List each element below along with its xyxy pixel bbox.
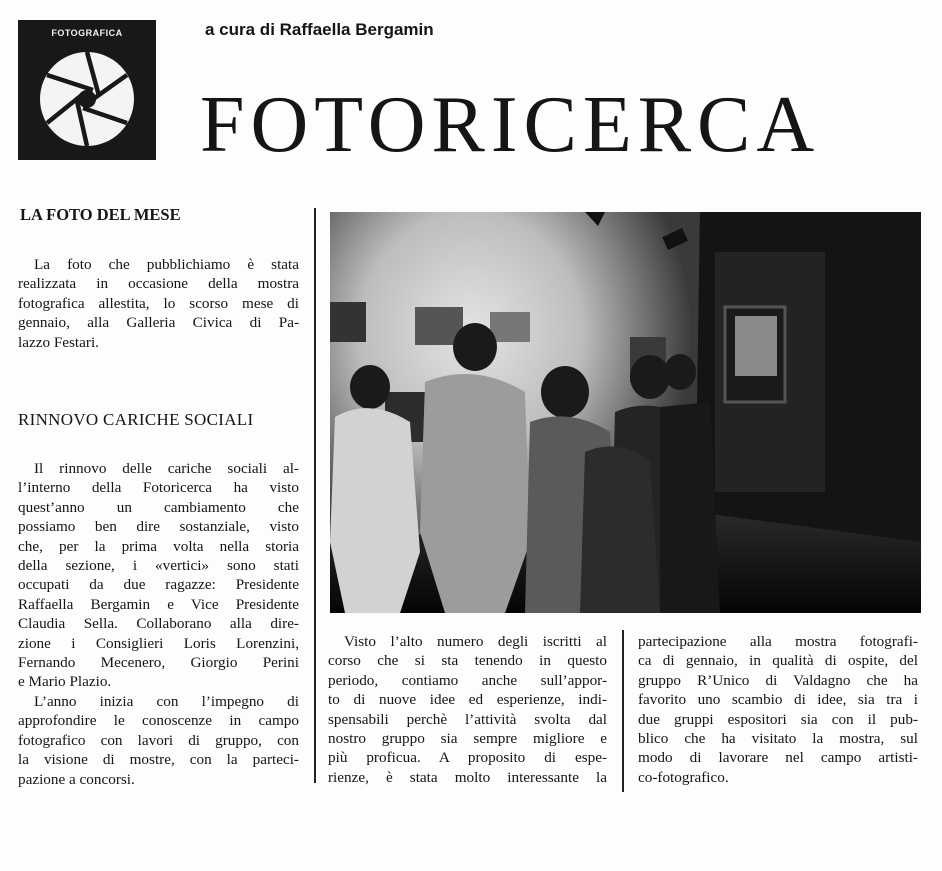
- text-line: blico che ha visitato la mostra, sul: [638, 730, 918, 748]
- column-divider-2: [622, 630, 624, 792]
- text-line: più proficua. A proposito di espe-: [328, 749, 607, 767]
- section-body-photo-of-month: [18, 255, 299, 352]
- text-line: della sezione, i «vertici» sono stati: [18, 557, 299, 575]
- text-line: Raffaella Bergamin e Vice Presidente: [18, 595, 299, 613]
- text-line: realizzata in occasione della mostra: [18, 275, 299, 293]
- exhibition-photo: [330, 212, 921, 613]
- text-line: co-fotografico.: [638, 768, 729, 786]
- text-line: nostro gruppo sia sempre migliore e: [328, 730, 607, 748]
- text-line: fotografico con lavori di gruppo, con: [18, 731, 299, 749]
- text-line: to di nuove idee ed esperienze, indi-: [328, 691, 607, 709]
- text-line: ca di gennaio, in qualità di ospite, del: [638, 652, 918, 670]
- text-line: modo di lavorare nel campo artisti-: [638, 749, 918, 767]
- column-2-text: [328, 632, 607, 787]
- text-line: pazione a concorsi.: [18, 770, 135, 788]
- text-line: rienze, è stata molto interessante la: [328, 768, 607, 786]
- curator-byline: a cura di Raffaella Bergamin: [205, 20, 434, 39]
- text-line: due gruppi espositori sia con il pub-: [638, 710, 918, 728]
- text-line: spensabili perchè l’attività svolta dal: [328, 710, 607, 728]
- text-line: approfondire le conoscenze in campo: [18, 712, 299, 730]
- text-line: corso che si sta tenendo in questo: [328, 652, 607, 670]
- section-heading-renewal: RINNOVO CARICHE SOCIALI: [18, 410, 254, 429]
- text-line: gruppo R’Unico di Valdagno che ha: [638, 671, 918, 689]
- text-line: zione i Consiglieri Loris Lorenzini,: [18, 634, 299, 652]
- text-line: La foto che pubblichiamo è stata: [34, 256, 299, 273]
- section-body-renewal: [18, 459, 299, 789]
- text-line: gennaio, alla Galleria Civica di Pa-: [18, 314, 299, 332]
- text-line: fotografica allestita, lo scorso mese di: [18, 294, 299, 312]
- text-line: possiamo ben dire sostanziale, visto: [18, 518, 299, 536]
- logo-label: FOTOGRAFICA: [51, 28, 123, 38]
- text-line: che, per la prima volta nella storia: [18, 537, 299, 555]
- section-heading-photo-of-month: LA FOTO DEL MESE: [20, 205, 181, 224]
- column-3-text: [638, 632, 918, 787]
- page-title: FOTORICERCA: [200, 81, 821, 169]
- text-line: quest’anno un cambiamento che: [18, 498, 299, 516]
- column-divider-1: [314, 208, 316, 783]
- text-line: l’interno della Fotoricerca ha visto: [18, 479, 299, 497]
- text-line: favorito uno scambio di idee, sia tra i: [638, 691, 918, 709]
- text-line: Il rinnovo delle cariche sociali al-: [34, 460, 299, 477]
- text-line: periodo, contiamo anche sull’appor-: [328, 671, 607, 689]
- text-line: partecipazione alla mostra fotografi-: [638, 633, 918, 650]
- fotografica-logo: [18, 20, 156, 160]
- text-line: L’anno inizia con l’impegno di: [34, 692, 299, 710]
- text-line: Fernando Mecenero, Giorgio Perini: [18, 654, 299, 672]
- text-line: lazzo Festari.: [18, 333, 99, 351]
- text-line: la visione di mostre, con la parteci-: [18, 751, 299, 769]
- text-line: Visto l’alto numero degli iscritti al: [344, 633, 607, 650]
- camera-aperture-icon: [37, 46, 137, 152]
- text-line: occupati da due ragazze: Presidente: [18, 576, 299, 594]
- text-line: Claudia Sella. Collaborano alla dire-: [18, 615, 299, 633]
- text-line: e Mario Plazio.: [18, 673, 112, 691]
